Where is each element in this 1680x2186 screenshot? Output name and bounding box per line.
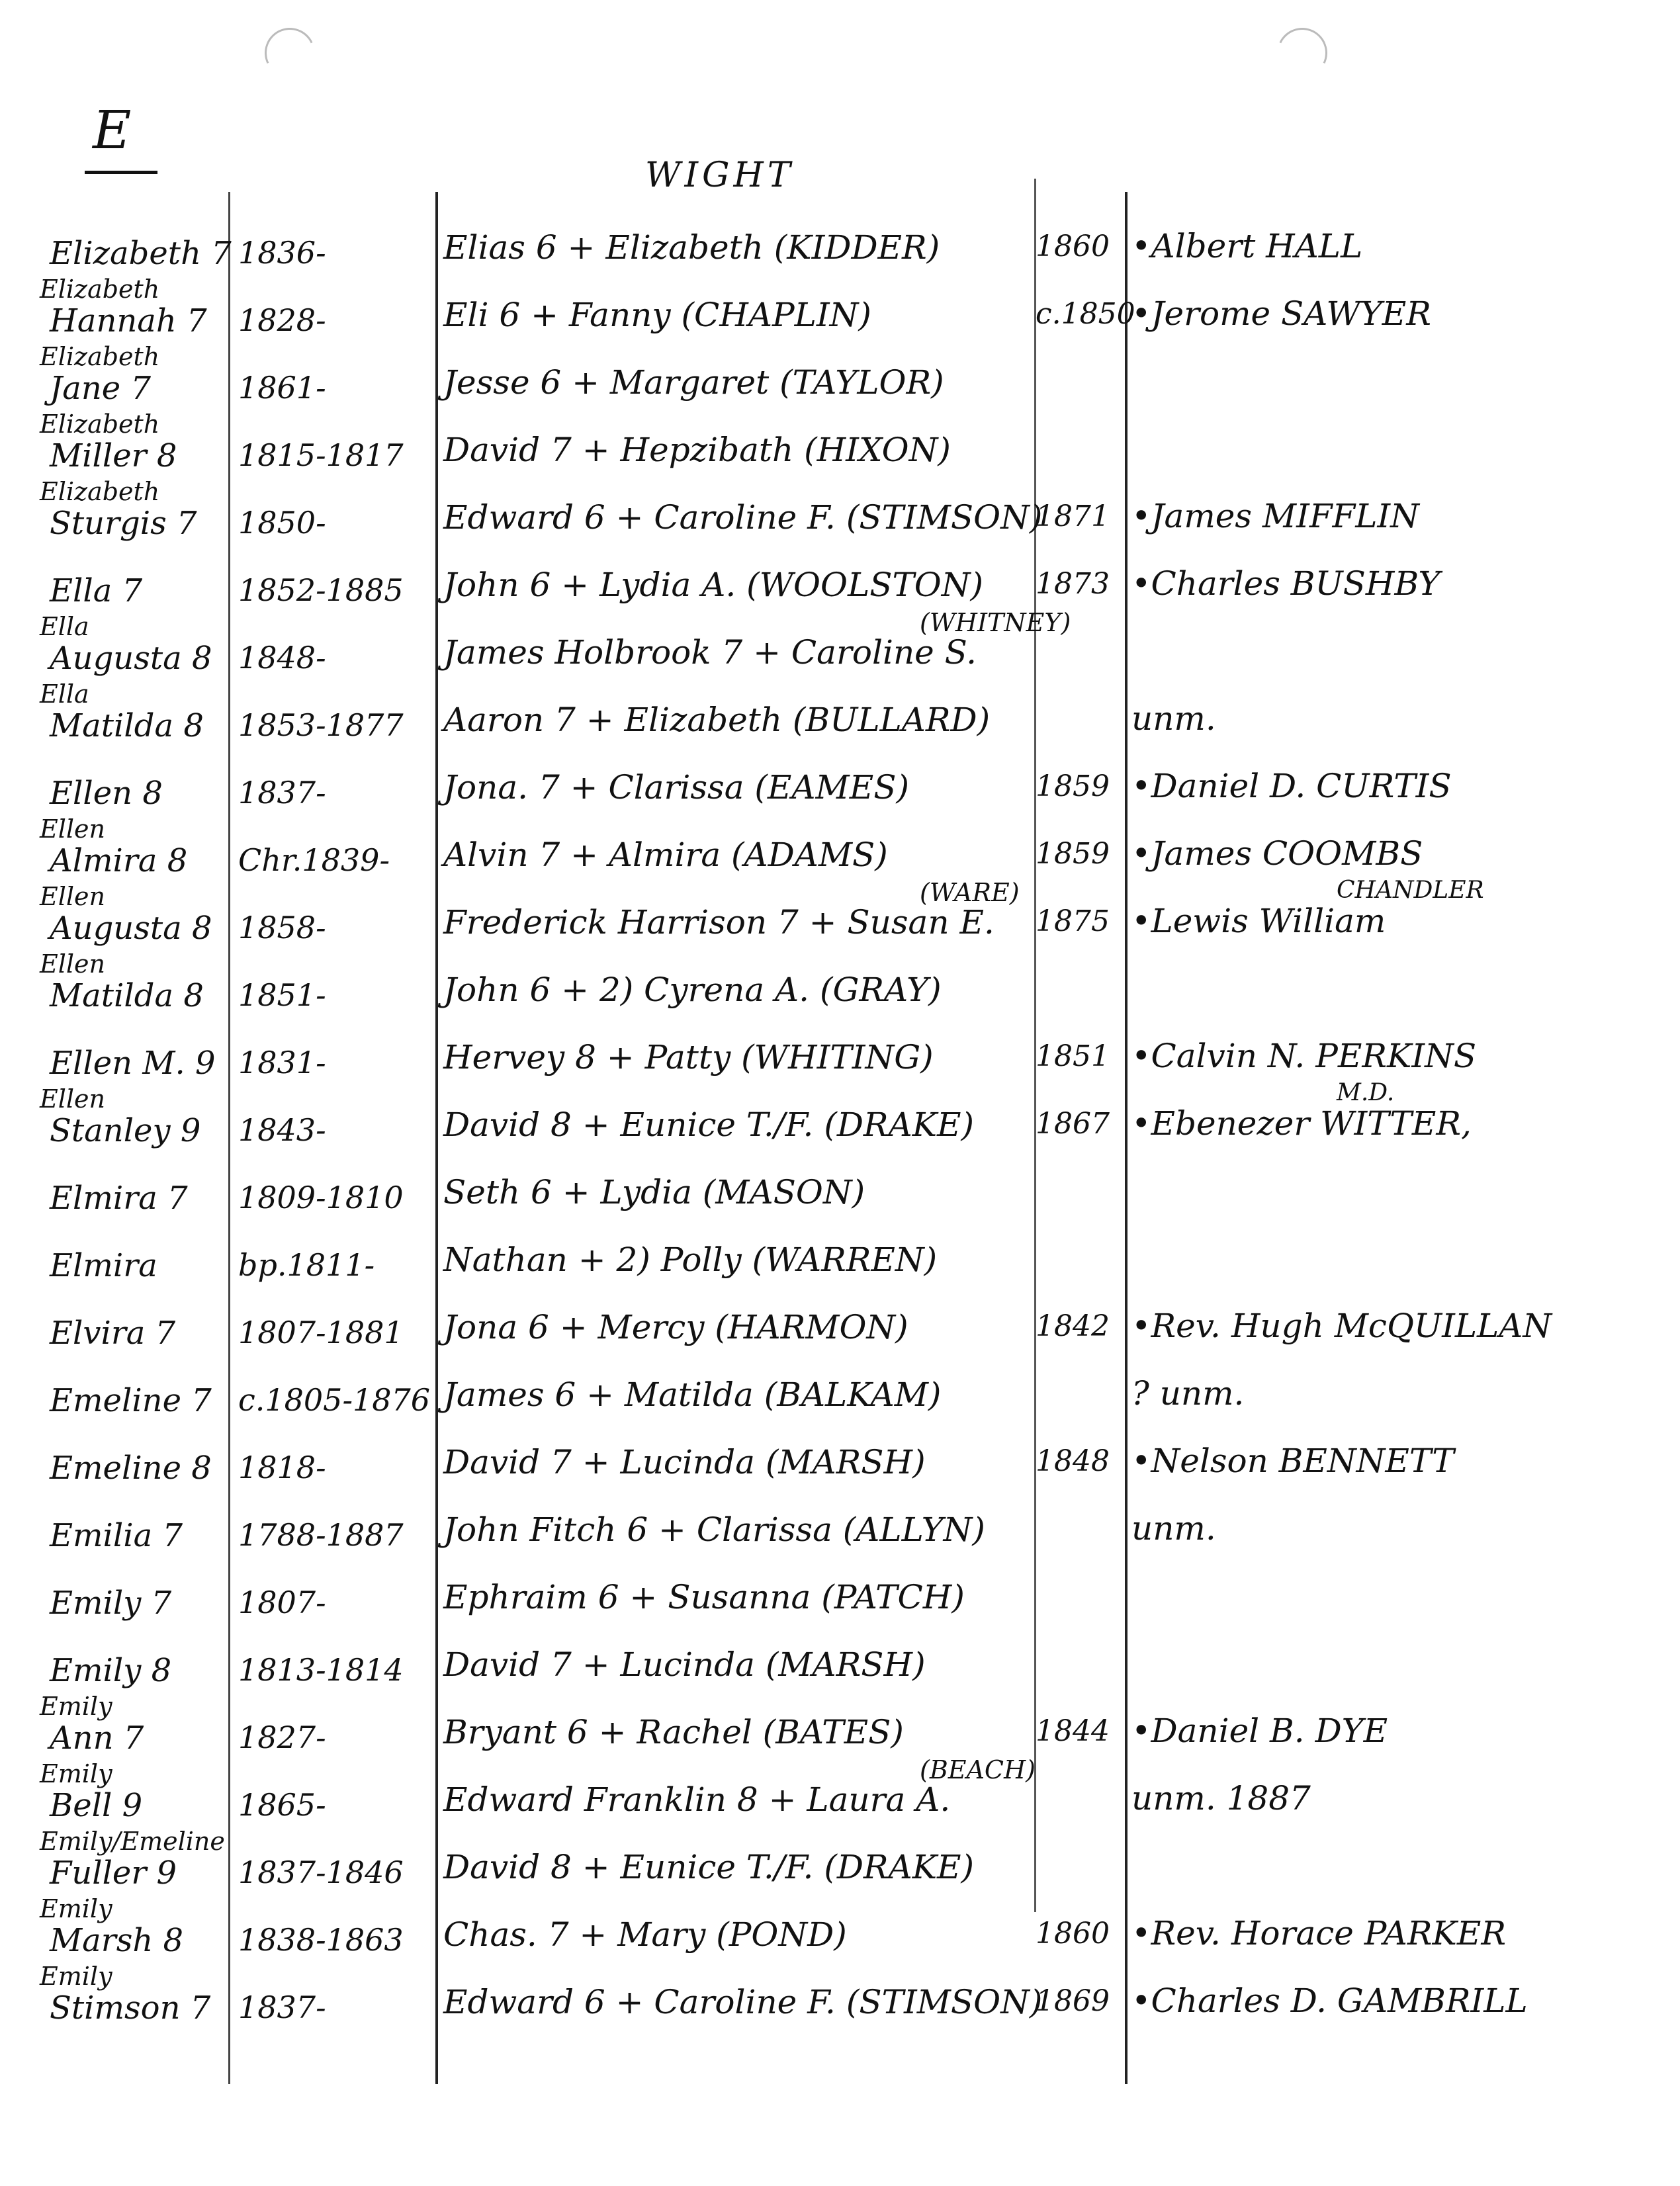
entry-dates: 1809-1810 bbox=[238, 1180, 404, 1215]
entry-name: Emilia 7 bbox=[50, 1517, 183, 1554]
entry-dates: 1807-1881 bbox=[238, 1315, 404, 1350]
entry-marriage-year: 1873 bbox=[1036, 567, 1110, 601]
entry-parents: Seth 6 + Lydia (MASON) bbox=[443, 1173, 865, 1211]
entry-name-line1: Emily bbox=[40, 1894, 112, 1923]
entry-dates: 1851- bbox=[238, 977, 326, 1013]
entry-row bbox=[0, 1962, 1680, 2042]
entry-parents: Edward Franklin 8 + Laura A. bbox=[443, 1780, 951, 1819]
entry-name-line1: Ellen bbox=[40, 949, 106, 979]
entry-dates: 1837-1846 bbox=[238, 1855, 404, 1890]
entry-row bbox=[0, 608, 1680, 693]
entry-name-line1: Elizabeth bbox=[40, 342, 160, 371]
entry-name: Emeline 7 bbox=[50, 1382, 212, 1419]
entry-marriage-year: 1860 bbox=[1036, 230, 1110, 263]
entry-marriage-year: 1842 bbox=[1036, 1309, 1110, 1343]
entry-row bbox=[0, 1639, 1680, 1705]
entry-dates: 1858- bbox=[238, 910, 326, 945]
entry-marriage-year: 1860 bbox=[1036, 1917, 1110, 1950]
entry-parents: Edward 6 + Caroline F. (STIMSON) bbox=[443, 1983, 1043, 2021]
entry-parents: Ephraim 6 + Susanna (PATCH) bbox=[443, 1578, 965, 1616]
entry-name-line1: Ellen bbox=[40, 882, 106, 911]
entry-name-line1: Ellen bbox=[40, 814, 106, 844]
entry-row bbox=[0, 1755, 1680, 1840]
entry-dates: 1850- bbox=[238, 505, 326, 541]
entry-row bbox=[0, 679, 1680, 760]
entry-name: Stimson 7 bbox=[50, 1989, 211, 2027]
entry-name: Elmira 7 bbox=[50, 1180, 188, 1217]
entry-dates: 1837- bbox=[238, 775, 326, 810]
entry-name: Hannah 7 bbox=[50, 302, 207, 339]
entry-row bbox=[0, 1031, 1680, 1098]
entry-name: Almira 8 bbox=[50, 842, 188, 879]
entry-parents: John 6 + 2) Cyrena A. (GRAY) bbox=[443, 971, 942, 1009]
entry-parents: James 6 + Matilda (BALKAM) bbox=[443, 1376, 942, 1414]
entry-parents: Edward 6 + Caroline F. (STIMSON) bbox=[443, 498, 1043, 537]
entry-name: Matilda 8 bbox=[50, 977, 204, 1014]
entry-row bbox=[0, 1692, 1680, 1772]
entry-marriage-year: 1844 bbox=[1036, 1714, 1110, 1748]
entry-marriage-year: 1869 bbox=[1036, 1984, 1110, 2018]
entry-row bbox=[0, 1571, 1680, 1638]
entry-marriage-year: 1851 bbox=[1036, 1039, 1110, 1073]
entry-parents: John Fitch 6 + Clarissa (ALLYN) bbox=[443, 1510, 985, 1549]
entry-parents: Bryant 6 + Rachel (BATES) bbox=[443, 1713, 904, 1751]
entry-row bbox=[0, 477, 1680, 558]
entry-spouse: •Daniel D. CURTIS bbox=[1131, 767, 1452, 805]
entry-row bbox=[0, 1369, 1680, 1435]
entry-name-line1: Elizabeth bbox=[40, 275, 160, 304]
entry-parents: Aaron 7 + Elizabeth (BULLARD) bbox=[443, 701, 991, 739]
entry-spouse: unm. 1887 bbox=[1131, 1779, 1311, 1817]
entry-row bbox=[0, 877, 1680, 963]
entry-dates: bp.1811- bbox=[238, 1247, 375, 1283]
section-letter: E bbox=[93, 99, 132, 161]
entry-name: Emeline 8 bbox=[50, 1450, 212, 1487]
entry-parents: Frederick Harrison 7 + Susan E. bbox=[443, 903, 995, 941]
entry-dates: 1861- bbox=[238, 370, 326, 406]
entry-parents-note: (WARE) bbox=[920, 878, 1020, 907]
entry-name: Elizabeth 7 bbox=[50, 235, 232, 272]
entry-parents: Alvin 7 + Almira (ADAMS) bbox=[443, 836, 888, 874]
entry-name-line1: Emily bbox=[40, 1759, 112, 1788]
entry-spouse: •Lewis William bbox=[1131, 902, 1386, 940]
entry-parents: Jona 6 + Mercy (HARMON) bbox=[443, 1308, 908, 1346]
entry-row bbox=[0, 1166, 1680, 1233]
entry-dates: 1848- bbox=[238, 640, 326, 676]
entry-parents: James Holbrook 7 + Caroline S. bbox=[443, 633, 977, 672]
entry-spouse: •Jerome SAWYER bbox=[1131, 294, 1431, 333]
entry-row bbox=[0, 1079, 1680, 1165]
entry-name: Ellen M. 9 bbox=[50, 1045, 216, 1082]
entry-name-line1: Elizabeth bbox=[40, 410, 160, 439]
entry-dates: 1828- bbox=[238, 302, 326, 338]
entry-spouse: •Rev. Hugh McQUILLAN bbox=[1131, 1307, 1552, 1345]
entry-row bbox=[0, 1827, 1680, 1907]
entry-dates: 1852-1885 bbox=[238, 572, 404, 608]
entry-name-line1: Ella bbox=[40, 679, 89, 709]
entry-marriage-year: 1875 bbox=[1036, 904, 1110, 938]
entry-name: Ellen 8 bbox=[50, 775, 163, 812]
entry-marriage-year: c.1850 bbox=[1036, 297, 1135, 331]
entry-dates: 1837- bbox=[238, 1989, 326, 2025]
entry-name: Fuller 9 bbox=[50, 1855, 177, 1892]
entry-spouse: •James MIFFLIN bbox=[1131, 497, 1419, 535]
entry-row bbox=[0, 1894, 1680, 1975]
entry-name: Augusta 8 bbox=[50, 640, 212, 677]
entry-name-line1: Ella bbox=[40, 612, 89, 641]
entry-name: Emily 8 bbox=[50, 1652, 172, 1689]
entry-row bbox=[0, 222, 1680, 288]
entry-name-line1: Emily/Emeline bbox=[40, 1827, 225, 1856]
entry-dates: 1818- bbox=[238, 1450, 326, 1485]
entry-spouse: •Albert HALL bbox=[1131, 227, 1363, 265]
entry-parents: David 7 + Lucinda (MARSH) bbox=[443, 1645, 926, 1684]
entry-marriage-year: 1867 bbox=[1036, 1107, 1110, 1141]
entry-parents: David 8 + Eunice T./F. (DRAKE) bbox=[443, 1106, 975, 1144]
entry-name: Bell 9 bbox=[50, 1787, 143, 1824]
entry-dates: 1831- bbox=[238, 1045, 326, 1080]
entry-name-line1: Emily bbox=[40, 1962, 112, 1991]
entry-spouse: •Charles D. GAMBRILL bbox=[1131, 1982, 1528, 2020]
entry-name: Elmira bbox=[50, 1247, 157, 1284]
entry-name-line1: Ellen bbox=[40, 1084, 106, 1114]
entry-name: Jane 7 bbox=[50, 370, 151, 407]
entry-name: Emily 7 bbox=[50, 1585, 172, 1622]
entry-spouse: ? unm. bbox=[1131, 1374, 1245, 1413]
entry-name-line1: Emily bbox=[40, 1692, 112, 1721]
punch-hole-right bbox=[1270, 21, 1334, 85]
entry-spouse: •Nelson BENNETT bbox=[1131, 1442, 1454, 1480]
entry-spouse: •Rev. Horace PARKER bbox=[1131, 1914, 1507, 1952]
entry-dates: 1827- bbox=[238, 1720, 326, 1755]
entry-name: Ella 7 bbox=[50, 572, 143, 609]
entry-parents: David 7 + Lucinda (MARSH) bbox=[443, 1443, 926, 1481]
entry-parents-note: (BEACH) bbox=[920, 1755, 1036, 1784]
entry-row bbox=[0, 559, 1680, 625]
entry-name-line1: Elizabeth bbox=[40, 477, 160, 506]
entry-name: Ann 7 bbox=[50, 1720, 144, 1757]
entry-dates: 1836- bbox=[238, 235, 326, 271]
entry-row bbox=[0, 1301, 1680, 1368]
entry-row bbox=[0, 275, 1680, 355]
entry-name: Marsh 8 bbox=[50, 1922, 184, 1959]
entry-dates: 1843- bbox=[238, 1112, 326, 1148]
entry-name: Stanley 9 bbox=[50, 1112, 201, 1149]
entry-spouse: •Ebenezer WITTER, bbox=[1131, 1104, 1472, 1143]
entry-spouse: •Daniel B. DYE bbox=[1131, 1712, 1388, 1750]
entry-dates: Chr.1839- bbox=[238, 842, 390, 878]
entry-parents: Hervey 8 + Patty (WHITING) bbox=[443, 1038, 934, 1076]
entry-marriage-year: 1859 bbox=[1036, 837, 1110, 871]
entry-dates: c.1805-1876 bbox=[238, 1382, 431, 1418]
entry-parents-note: (WHITNEY) bbox=[920, 608, 1071, 637]
entry-spouse: •Charles BUSHBY bbox=[1131, 564, 1440, 603]
punch-hole-left bbox=[257, 21, 322, 85]
entry-row bbox=[0, 1234, 1680, 1300]
entry-dates: 1788-1887 bbox=[238, 1517, 404, 1553]
entry-row bbox=[0, 410, 1680, 490]
entry-row bbox=[0, 762, 1680, 828]
entry-row bbox=[0, 949, 1680, 1030]
entry-row bbox=[0, 1436, 1680, 1503]
entry-name: Augusta 8 bbox=[50, 910, 212, 947]
entry-parents: David 7 + Hepzibath (HIXON) bbox=[443, 431, 951, 469]
entry-row bbox=[0, 1504, 1680, 1570]
entry-name: Matilda 8 bbox=[50, 707, 204, 744]
entry-name: Elvira 7 bbox=[50, 1315, 176, 1352]
entry-row bbox=[0, 342, 1680, 423]
section-underline bbox=[85, 171, 157, 174]
entry-marriage-year: 1859 bbox=[1036, 769, 1110, 803]
entry-spouse-note: CHANDLER bbox=[1337, 877, 1484, 904]
entry-marriage-year: 1848 bbox=[1036, 1444, 1110, 1478]
entry-dates: 1815-1817 bbox=[238, 437, 404, 473]
entry-marriage-year: 1871 bbox=[1036, 500, 1110, 533]
entry-parents: Jesse 6 + Margaret (TAYLOR) bbox=[443, 363, 944, 402]
entry-spouse-note: M.D. bbox=[1337, 1079, 1395, 1106]
entry-parents: Eli 6 + Fanny (CHAPLIN) bbox=[443, 296, 871, 334]
entry-parents: Jona. 7 + Clarissa (EAMES) bbox=[443, 768, 909, 807]
entry-parents: John 6 + Lydia A. (WOOLSTON) bbox=[443, 566, 984, 604]
entry-spouse: •James COOMBS bbox=[1131, 834, 1423, 873]
entry-dates: 1865- bbox=[238, 1787, 326, 1823]
entry-parents: Elias 6 + Elizabeth (KIDDER) bbox=[443, 228, 940, 267]
entry-dates: 1838-1863 bbox=[238, 1922, 404, 1958]
entry-dates: 1853-1877 bbox=[238, 707, 404, 743]
entry-spouse: unm. bbox=[1131, 699, 1216, 738]
entry-spouse: •Calvin N. PERKINS bbox=[1131, 1037, 1477, 1075]
entry-parents: Nathan + 2) Polly (WARREN) bbox=[443, 1241, 938, 1279]
entry-dates: 1807- bbox=[238, 1585, 326, 1620]
entry-parents: Chas. 7 + Mary (POND) bbox=[443, 1915, 847, 1954]
entry-dates: 1813-1814 bbox=[238, 1652, 404, 1688]
entry-name: Sturgis 7 bbox=[50, 505, 197, 542]
entry-spouse: unm. bbox=[1131, 1509, 1216, 1548]
entry-name: Miller 8 bbox=[50, 437, 177, 474]
entry-parents: David 8 + Eunice T./F. (DRAKE) bbox=[443, 1848, 975, 1886]
surname-heading: WIGHT bbox=[645, 155, 795, 195]
